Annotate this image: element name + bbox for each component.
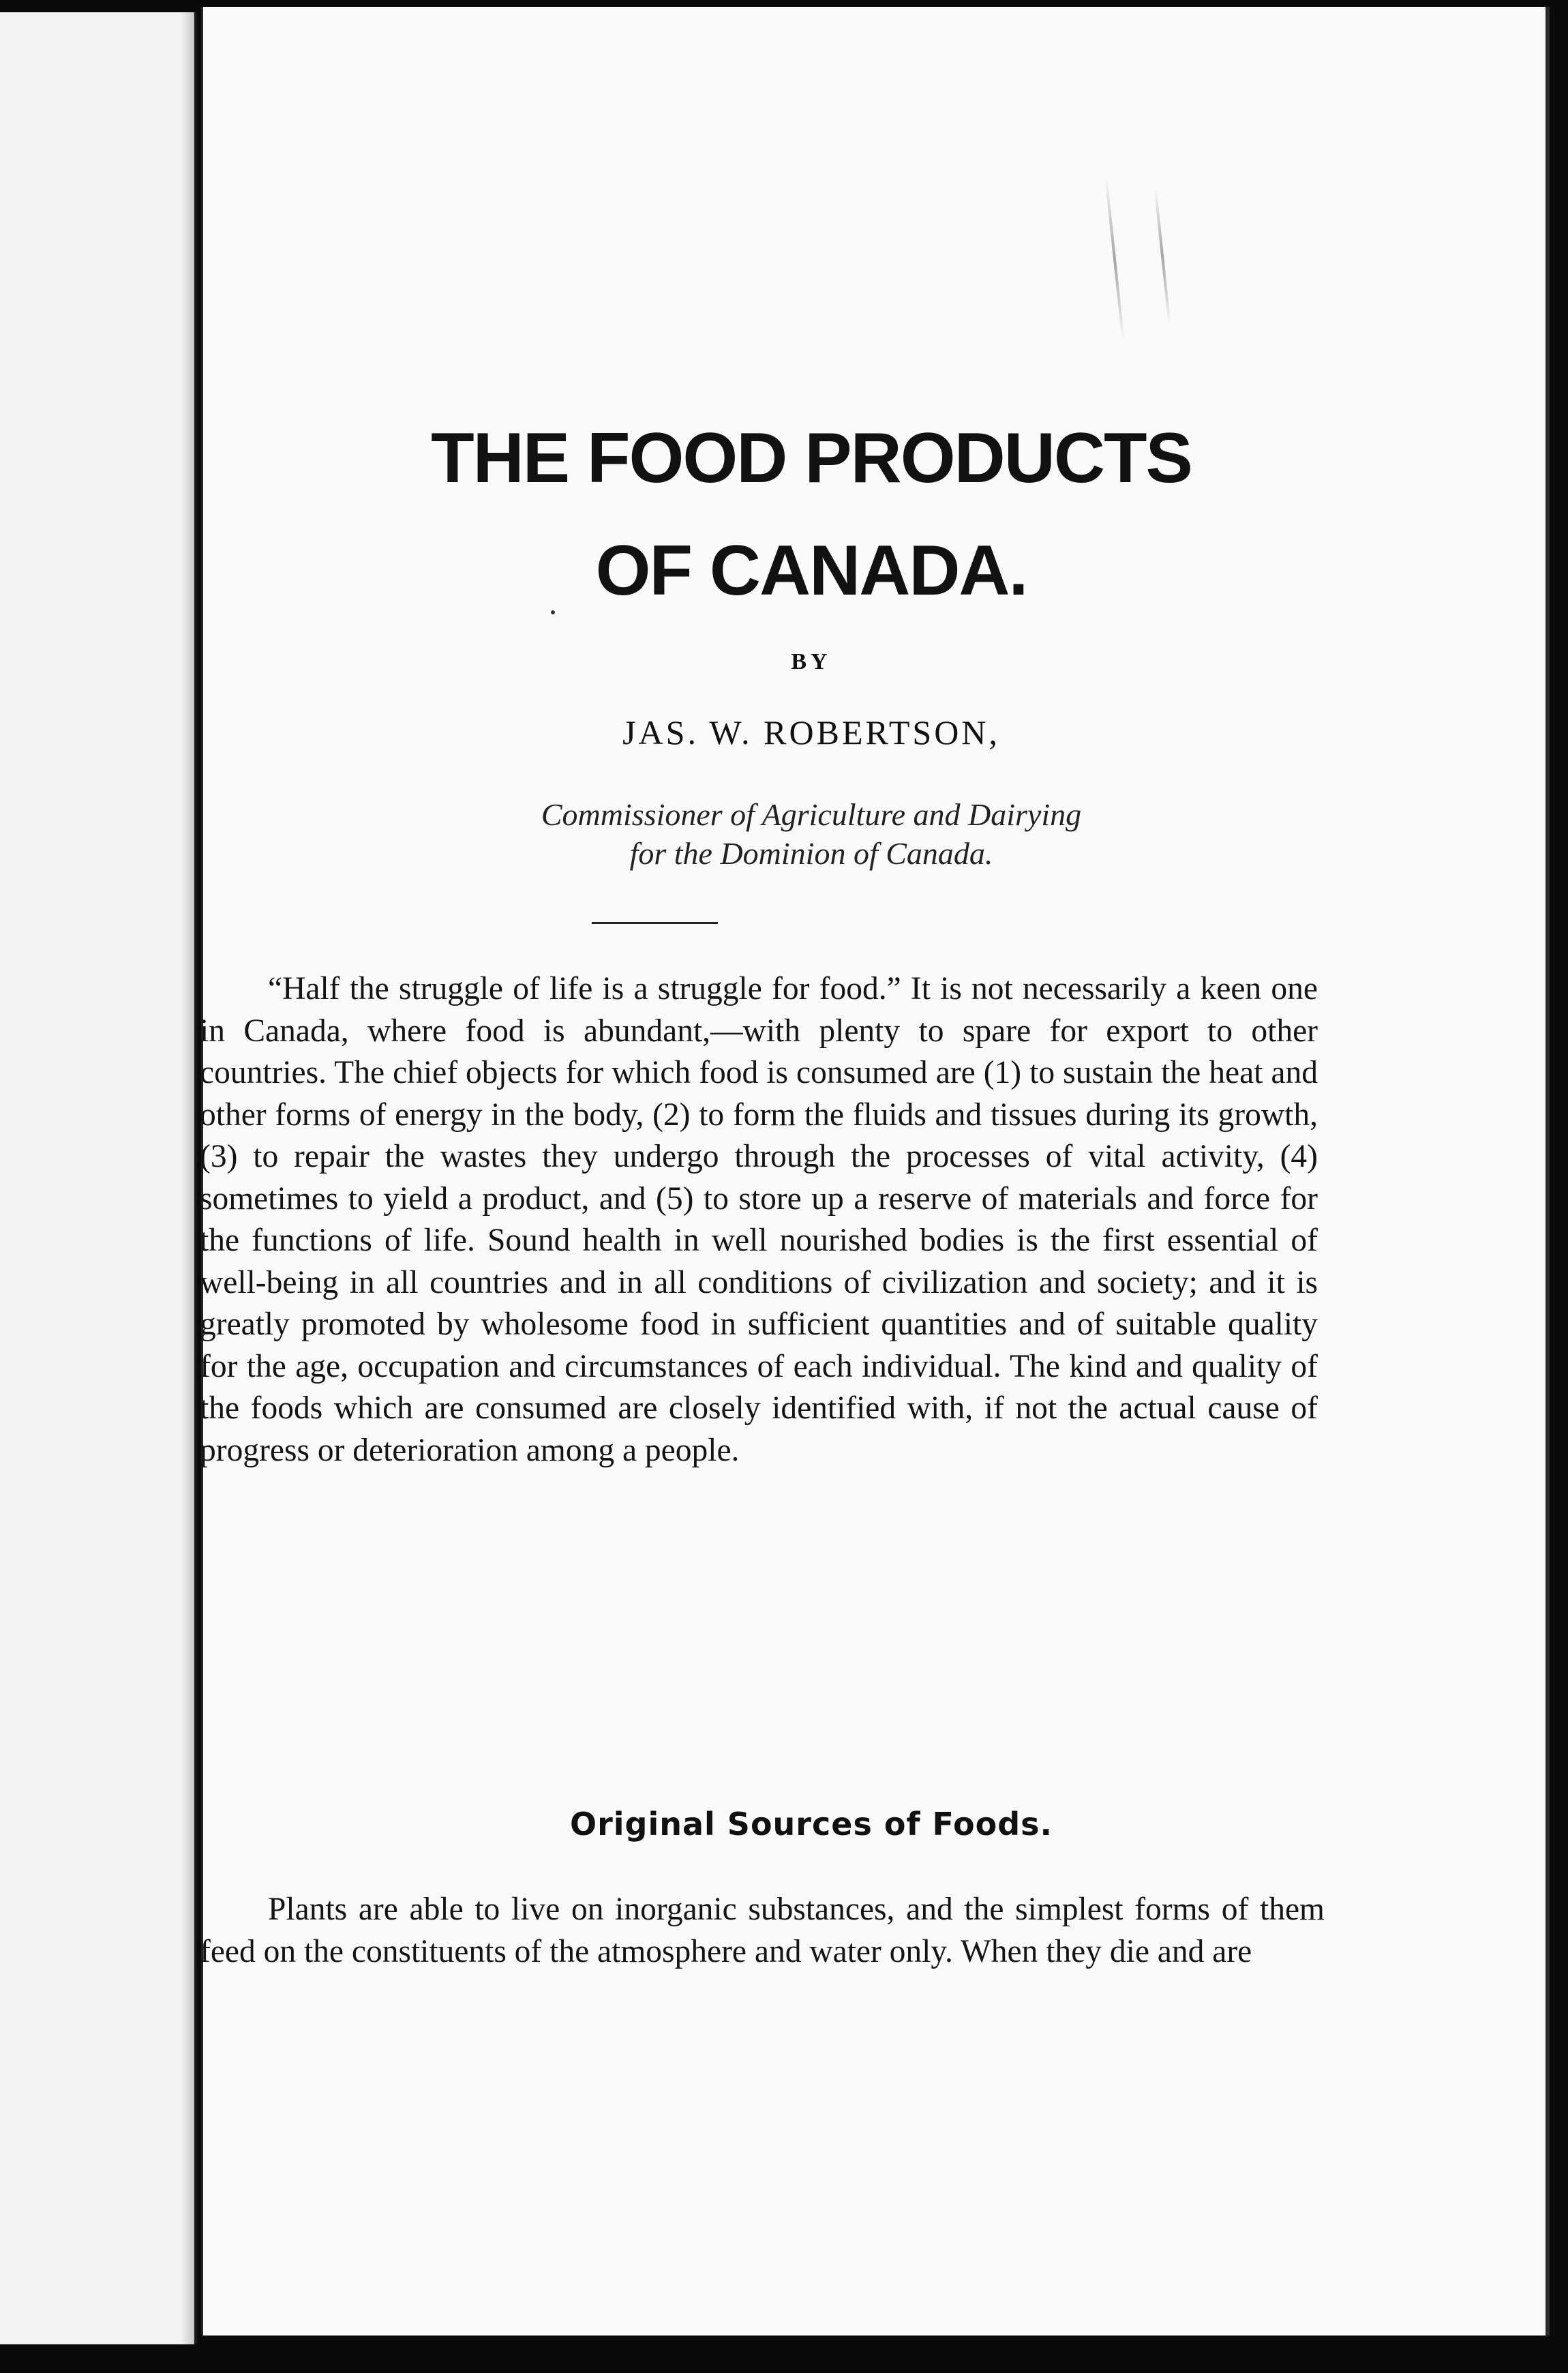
author-name: JAS. W. ROBERTSON, bbox=[622, 713, 1000, 751]
scan-streak bbox=[1154, 188, 1171, 323]
author-role-line-2: for the Dominion of Canada. bbox=[629, 836, 993, 871]
author-role-line-1: Commissioner of Agriculture and Dairying bbox=[541, 797, 1082, 832]
intro-paragraph: “Half the struggle of life is a struggle for food.” It is not necessarily a keen one in Canada, where food is abundant,—with plenty to spare for export to other countries. The chief objects for which food is consumed are (1) to sustain the heat and other forms of energy in the body, (2) to form the fluids and tissues during its growth, (3) to repair the wastes they undergo through the processes of vital activity, (4) sometimes to yield a product, and (5) to store up a reserve of materials and force for the functions of life. Sound health in well nourished bodies is the first essential of well-being in all countries and in all conditions of civilization and society; and it is greatly promoted by wholesome food in sufficient quantities and of suitable quality for the age, occupation and circumstances of each individual. The kind and quality of the foods which are consumed are closely identified with, if not the actual cause of progress or deterioration among a people. bbox=[200, 971, 1318, 1468]
page-right-edge bbox=[1546, 7, 1550, 2335]
left-page-edge bbox=[0, 12, 197, 2344]
title-line-1: THE FOOD PRODUCTS bbox=[431, 419, 1192, 498]
gutter-shadow bbox=[181, 12, 194, 2344]
title-line-2: OF CANADA. bbox=[595, 531, 1027, 610]
scan-streak bbox=[1104, 177, 1124, 340]
section-heading: Original Sources of Foods. bbox=[569, 1806, 1053, 1842]
scan-speck bbox=[551, 610, 555, 614]
section-paragraph: Plants are able to live on inorganic substances, and the simplest forms of them feed on the constituents of the atmosphere and water only. When they die and are bbox=[200, 1892, 1325, 1969]
separator-rule bbox=[592, 922, 718, 924]
by-label: BY bbox=[791, 649, 832, 674]
